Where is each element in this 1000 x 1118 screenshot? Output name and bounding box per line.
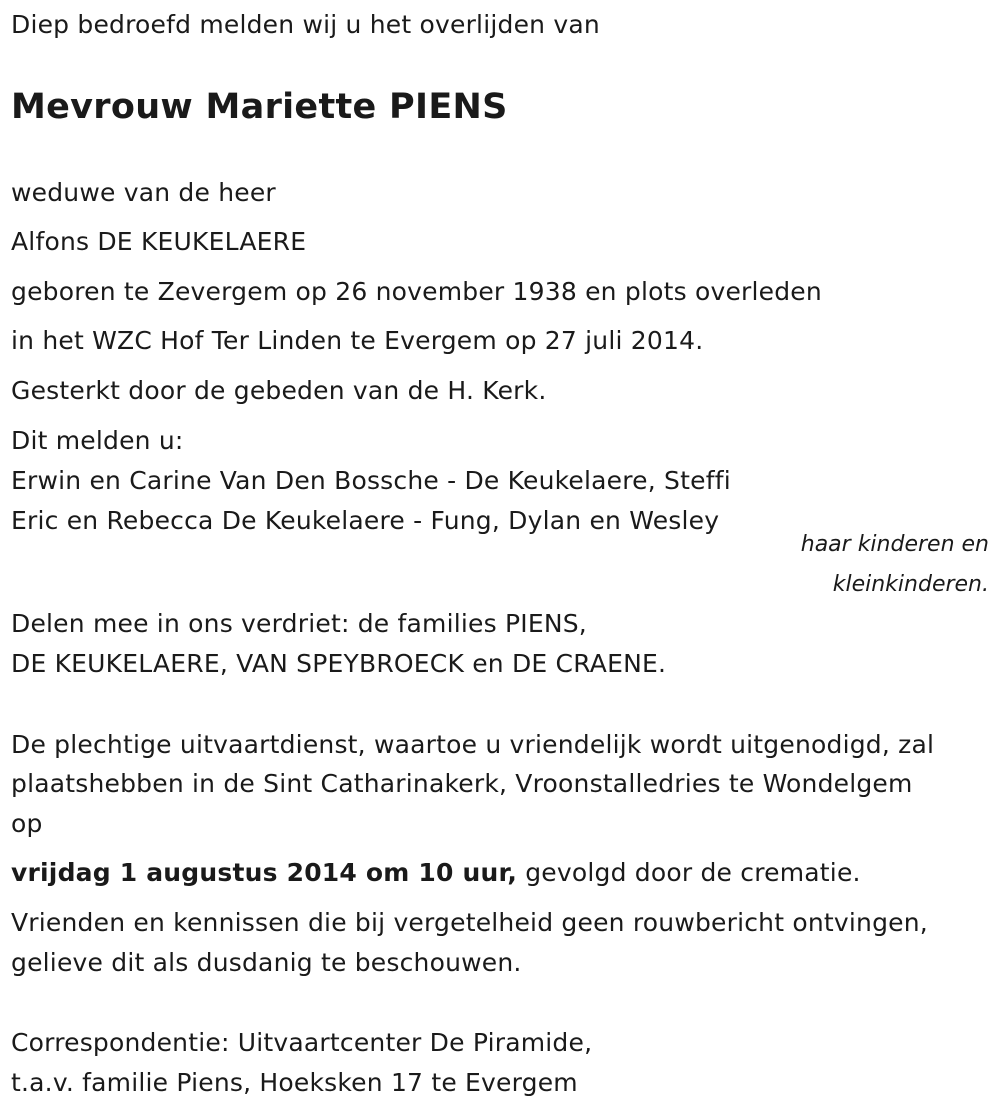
deceased-name: Mevrouw Mariette PIENS [11,87,508,127]
widow-line-1: weduwe van de heer [11,178,276,207]
family-line-1: Erwin en Carine Van Den Bossche - De Keukelaere, Steffi [11,466,731,495]
share-line-2: DE KEUKELAERE, VAN SPEYBROECK en DE CRAENE. [11,649,667,678]
widow-line-2: Alfons DE KEUKELAERE [11,227,307,256]
strengthened-line: Gesterkt door de gebeden van de H. Kerk. [11,376,547,405]
service-line-2: plaatshebben in de Sint Catharinakerk, Vroonstalledries te Wondelgem [11,769,913,798]
birth-line: geboren te Zevergem op 26 november 1938 en plots overleden [11,277,822,306]
service-date-line [11,853,861,893]
relation-line-2: kleinkinderen. [832,572,989,597]
service-date: vrijdag 1 augustus 2014 om 10 uur, [11,858,518,887]
friends-line-1: Vrienden en kennissen die bij vergetelheid geen rouwbericht ontvingen, [11,908,928,937]
intro-text: Diep bedroefd melden wij u het overlijden van [11,10,600,39]
service-line-3: op [11,809,43,838]
death-line: in het WZC Hof Ter Linden te Evergem op 27 juli 2014. [11,326,704,355]
relation-line-1: haar kinderen en [800,532,989,557]
correspondence-line-1: Correspondentie: Uitvaartcenter De Piramide, [11,1028,593,1057]
announce-intro: Dit melden u: [11,426,184,455]
share-line-1: Delen mee in ons verdriet: de families PIENS, [11,609,587,638]
service-date-rest: gevolgd door de crematie. [517,858,861,887]
friends-line-2: gelieve dit als dusdanig te beschouwen. [11,948,522,977]
correspondence-line-2: t.a.v. familie Piens, Hoeksken 17 te Evergem [11,1068,578,1097]
family-line-2: Eric en Rebecca De Keukelaere - Fung, Dylan en Wesley [11,506,720,535]
service-line-1: De plechtige uitvaartdienst, waartoe u vriendelijk wordt uitgenodigd, zal [11,730,935,759]
